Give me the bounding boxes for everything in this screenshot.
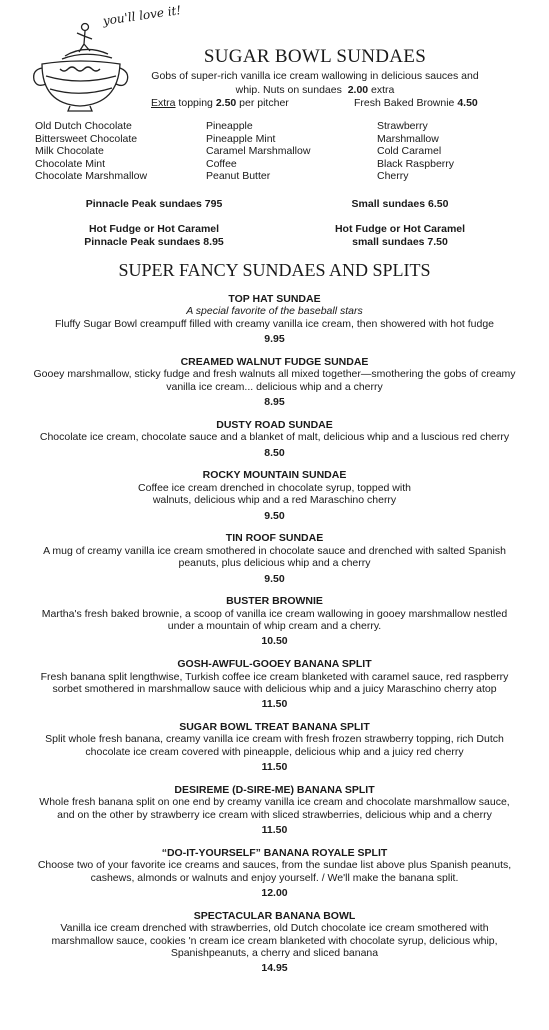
flavor-item: Coffee bbox=[206, 157, 237, 170]
menu-item bbox=[30, 293, 519, 346]
item-description: Fluffy Sugar Bowl creampuff filled with creamy vanilla ice cream, then showered with hot fudge bbox=[54, 317, 495, 330]
menu-item bbox=[30, 721, 519, 774]
flavor-item: Peanut Butter bbox=[206, 170, 271, 183]
flavor-item: Cherry bbox=[377, 170, 409, 183]
page-title: SUGAR BOWL SUNDAES bbox=[203, 46, 427, 67]
tagline: you'll love it! bbox=[102, 3, 182, 28]
item-name: SUGAR BOWL TREAT BANANA SPLIT bbox=[179, 721, 370, 734]
extra-topping: Extra topping 2.50 per pitcher bbox=[151, 97, 289, 109]
flavor-item: Chocolate Marshmallow bbox=[35, 170, 148, 183]
menu-item bbox=[30, 847, 519, 900]
item-name: CREAMED WALNUT FUDGE SUNDAE bbox=[180, 355, 369, 368]
item-name: BUSTER BROWNIE bbox=[226, 595, 323, 608]
item-description: Choose two of your favorite ice creams and sauces, from the sundae list above plus Spanish peanuts, cashews, almonds or walnuts and enjoy yourself. / We'll make the banana split. bbox=[37, 859, 512, 884]
item-description: Split whole fresh banana, creamy vanilla ice cream with fresh frozen strawberry topping, rich Dutch chocolate ice cream covered with pineapple, delicious whip and a juicy red cherry bbox=[45, 733, 504, 758]
menu-item bbox=[30, 595, 519, 648]
small-hot-price: Hot Fudge or Hot Caramel small sundaes 7.50 bbox=[334, 223, 466, 248]
item-description: Vanilla ice cream drenched with strawberries, old Dutch chocolate ice cream smothered with marshmallow sauce, cookies 'n cream ice cream blanketed with chocolate syrup, delicious whip, Spanishpeanuts, a cherry and sliced banana bbox=[51, 922, 498, 960]
menu-item bbox=[30, 419, 519, 459]
item-price: 8.50 bbox=[264, 446, 285, 459]
item-price: 9.95 bbox=[264, 333, 285, 346]
item-description: Chocolate ice cream, chocolate sauce and a blanket of malt, delicious whip and a luscious red cherry bbox=[39, 431, 510, 444]
flavor-item: Old Dutch Chocolate bbox=[35, 120, 132, 132]
item-subtitle: A special favorite of the baseball stars bbox=[186, 305, 363, 318]
item-name: TOP HAT SUNDAE bbox=[228, 293, 321, 305]
item-name: TIN ROOF SUNDAE bbox=[225, 532, 324, 545]
menu-item bbox=[30, 910, 519, 975]
section-title: SUPER FANCY SUNDAES AND SPLITS bbox=[118, 260, 431, 280]
menu-item bbox=[30, 658, 519, 711]
item-name: SPECTACULAR BANANA BOWL bbox=[193, 909, 356, 922]
item-description: A mug of creamy vanilla ice cream smothered in chocolate sauce and drenched with salted Spanish peanuts, plus delicious whip and a cherry bbox=[43, 544, 506, 570]
item-description: Martha's fresh baked brownie, a scoop of vanilla ice cream wallowing in gooey marshmallow nestled under a mountain of whip cream and a cherry. bbox=[41, 607, 508, 633]
flavor-item: Pineapple Mint bbox=[206, 132, 276, 145]
flavor-item: Strawberry bbox=[377, 120, 428, 132]
pinnacle-hot-price: Hot Fudge or Hot Caramel Pinnacle Peak sundaes 8.95 bbox=[84, 223, 224, 248]
menu-item bbox=[30, 356, 519, 409]
small-price: Small sundaes 6.50 bbox=[351, 198, 449, 210]
item-price: 11.50 bbox=[261, 698, 288, 711]
item-price: 10.50 bbox=[261, 635, 288, 648]
flavor-item: Caramel Marshmallow bbox=[206, 145, 311, 158]
item-price: 11.50 bbox=[261, 824, 288, 837]
item-description: Whole fresh banana split on one end by creamy vanilla ice cream and chocolate marshmallow sauce, and on the other by strawberry ice cream with sliced strawberries, delicious whip and a cherry bbox=[39, 796, 510, 821]
item-name: GOSH-AWFUL-GOOEY BANANA SPLIT bbox=[177, 658, 372, 671]
item-price: 12.00 bbox=[261, 887, 288, 900]
intro-text: Gobs of super-rich vanilla ice cream wallowing in delicious sauces and whip. Nuts on sundaes 2.00 extra bbox=[151, 70, 479, 96]
flavor-item: Bittersweet Chocolate bbox=[35, 132, 138, 145]
flavor-column-3 bbox=[377, 120, 454, 183]
flavor-item: Pineapple bbox=[206, 120, 253, 132]
flavor-item: Cold Caramel bbox=[377, 145, 442, 158]
item-description: Gooey marshmallow, sticky fudge and fresh walnuts all mixed together—smothering the gobs of creamy vanilla ice cream... delicious whip and a cherry bbox=[33, 368, 516, 393]
menu-item bbox=[30, 532, 519, 585]
flavor-item: Marshmallow bbox=[377, 132, 439, 145]
flavor-item: Chocolate Mint bbox=[35, 157, 106, 170]
fresh-brownie: Fresh Baked Brownie 4.50 bbox=[354, 97, 478, 109]
flavor-item: Black Raspberry bbox=[377, 157, 455, 170]
flavor-column-1 bbox=[35, 120, 147, 183]
item-name: DUSTY ROAD SUNDAE bbox=[216, 418, 333, 431]
item-description: Coffee ice cream drenched in chocolate syrup, topped with walnuts, delicious whip and a red Maraschino cherry bbox=[138, 481, 411, 507]
menu-item bbox=[30, 784, 519, 837]
item-price: 11.50 bbox=[261, 761, 288, 774]
item-name: ROCKY MOUNTAIN SUNDAE bbox=[202, 469, 347, 482]
menu-item bbox=[30, 469, 519, 522]
item-description: Fresh banana split lengthwise, Turkish coffee ice cream blanketed with caramel sauce, red raspberry sorbet smothered in marshmallow sauce with delicious whip and a juicy Maraschino cherry atop bbox=[40, 670, 509, 695]
pinnacle-price: Pinnacle Peak sundaes 795 bbox=[85, 198, 223, 210]
item-name: DESIREME (D-SIRE-ME) BANANA SPLIT bbox=[174, 783, 375, 796]
item-name: “DO-IT-YOURSELF” BANANA ROYALE SPLIT bbox=[161, 846, 388, 859]
flavor-item: Milk Chocolate bbox=[35, 145, 104, 158]
menu-items bbox=[30, 293, 519, 985]
item-price: 14.95 bbox=[261, 962, 288, 975]
item-price: 9.50 bbox=[264, 509, 285, 522]
nuts-price: 2.00 bbox=[347, 83, 369, 96]
item-price: 9.50 bbox=[264, 572, 285, 585]
item-price: 8.95 bbox=[264, 396, 285, 409]
flavor-column-2 bbox=[206, 120, 310, 183]
